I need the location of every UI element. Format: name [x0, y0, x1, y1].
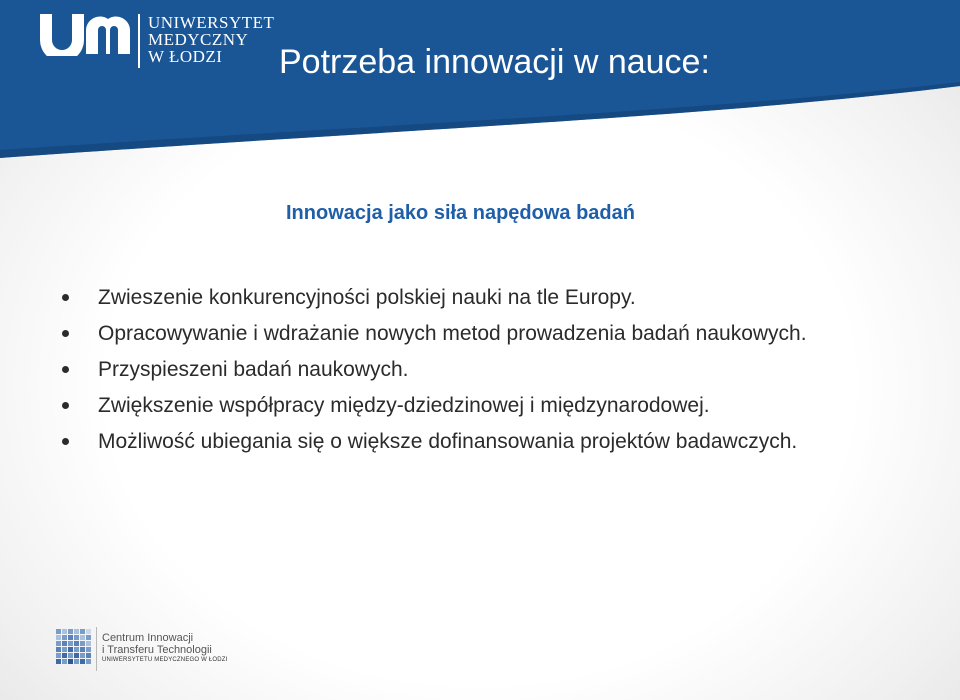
- bullet-text: Zwiększenie współpracy między-dziedzinowej i międzynarodowej.: [98, 394, 710, 417]
- bullet-icon: [62, 438, 69, 445]
- citt-logo: [56, 627, 228, 675]
- university-name: [148, 14, 274, 65]
- pixel-grid-icon: [56, 629, 92, 669]
- bullet-icon: [62, 366, 69, 373]
- bullet-item: [62, 352, 942, 388]
- citt-line-1: Centrum Innowacji: [102, 632, 194, 644]
- bullet-icon: [62, 402, 69, 409]
- footer-divider: [96, 627, 97, 671]
- bullet-text: Przyspieszeni badań naukowych.: [98, 358, 409, 381]
- citt-name: [102, 632, 228, 665]
- bullet-item: [62, 388, 942, 424]
- university-name-line-2: MEDYCZNY: [148, 30, 249, 49]
- university-name-line-1: UNIWERSYTET: [148, 13, 275, 32]
- bullet-item: [62, 280, 942, 316]
- slide-subtitle: Innowacja jako siła napędowa badań: [286, 202, 635, 224]
- slide-title: Potrzeba innowacji w nauce:: [279, 43, 710, 81]
- logo-divider: [138, 14, 140, 68]
- bullet-item: [62, 424, 942, 460]
- bullet-item: [62, 316, 942, 352]
- university-name-line-3: W ŁODZI: [148, 47, 223, 66]
- bullet-text: Możliwość ubiegania się o większe dofinansowania projektów badawczych.: [98, 430, 798, 453]
- citt-line-2: i Transferu Technologii: [102, 644, 212, 656]
- citt-line-3: UNIWERSYTETU MEDYCZNEGO W ŁODZI: [102, 657, 228, 663]
- bullet-icon: [62, 294, 69, 301]
- um-logo-mark-icon: [40, 12, 130, 56]
- bullet-list: [62, 280, 942, 460]
- university-logo: [40, 12, 280, 72]
- bullet-icon: [62, 330, 69, 337]
- header-band: [0, 0, 960, 160]
- bullet-text: Opracowywanie i wdrażanie nowych metod prowadzenia badań naukowych.: [98, 322, 807, 345]
- bullet-text: Zwieszenie konkurencyjności polskiej nauki na tle Europy.: [98, 286, 636, 309]
